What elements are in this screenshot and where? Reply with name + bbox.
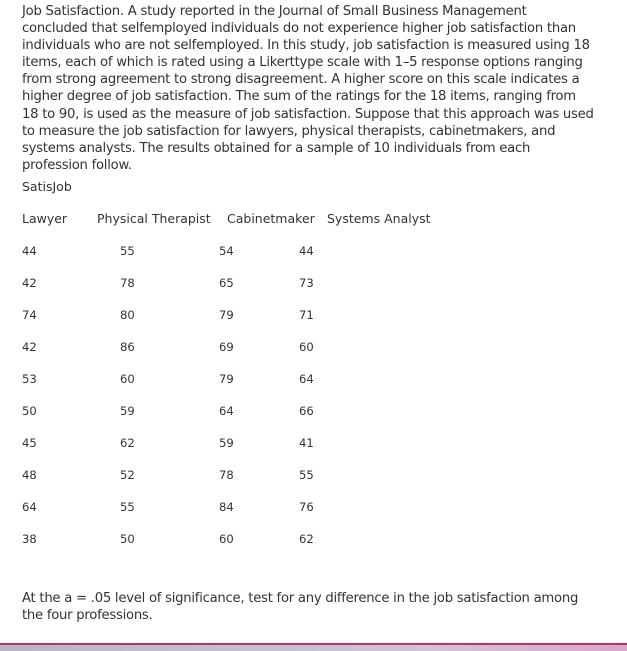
cell-cabinetmaker: 84: [219, 500, 234, 514]
cell-systems-analyst: 62: [299, 532, 314, 546]
bottom-divider: [0, 643, 627, 651]
cell-systems-analyst: 55: [299, 468, 314, 482]
cell-lawyer: 50: [22, 404, 37, 418]
cell-cabinetmaker: 59: [219, 436, 234, 450]
col-header-physical-therapist: Physical Therapist: [97, 211, 211, 226]
cell-physical-therapist: 78: [120, 276, 135, 290]
cell-cabinetmaker: 60: [219, 532, 234, 546]
cell-physical-therapist: 52: [120, 468, 135, 482]
cell-lawyer: 45: [22, 436, 37, 450]
cell-cabinetmaker: 79: [219, 308, 234, 322]
cell-physical-therapist: 50: [120, 532, 135, 546]
cell-systems-analyst: 71: [299, 308, 314, 322]
cell-systems-analyst: 44: [299, 244, 314, 258]
cell-systems-analyst: 41: [299, 436, 314, 450]
cell-cabinetmaker: 64: [219, 404, 234, 418]
cell-systems-analyst: 64: [299, 372, 314, 386]
cell-physical-therapist: 80: [120, 308, 135, 322]
cell-lawyer: 38: [22, 532, 37, 546]
cell-lawyer: 44: [22, 244, 37, 258]
cell-cabinetmaker: 79: [219, 372, 234, 386]
col-header-lawyer: Lawyer: [22, 211, 68, 226]
cell-physical-therapist: 62: [120, 436, 135, 450]
cell-cabinetmaker: 54: [219, 244, 234, 258]
cell-lawyer: 74: [22, 308, 37, 322]
col-header-cabinetmaker: Cabinetmaker: [227, 211, 315, 226]
dataset-name: SatisJob: [22, 179, 72, 194]
cell-cabinetmaker: 78: [219, 468, 234, 482]
cell-systems-analyst: 66: [299, 404, 314, 418]
cell-lawyer: 53: [22, 372, 37, 386]
cell-lawyer: 42: [22, 276, 37, 290]
cell-systems-analyst: 73: [299, 276, 314, 290]
problem-question: At the a = .05 level of significance, test for any difference in the job satisfaction among the four professions.: [22, 591, 579, 624]
cell-lawyer: 64: [22, 500, 37, 514]
cell-lawyer: 42: [22, 340, 37, 354]
cell-systems-analyst: 76: [299, 500, 314, 514]
cell-physical-therapist: 55: [120, 500, 135, 514]
cell-physical-therapist: 59: [120, 404, 135, 418]
col-header-systems-analyst: Systems Analyst: [327, 211, 431, 226]
cell-physical-therapist: 60: [120, 372, 135, 386]
cell-systems-analyst: 60: [299, 340, 314, 354]
cell-cabinetmaker: 69: [219, 340, 234, 354]
cell-cabinetmaker: 65: [219, 276, 234, 290]
cell-lawyer: 48: [22, 468, 37, 482]
cell-physical-therapist: 55: [120, 244, 135, 258]
cell-physical-therapist: 86: [120, 340, 135, 354]
problem-intro: Job Satisfaction. A study reported in the Journal of Small Business Management concluded that selfemployed individuals do not experience higher job satisfaction than individuals who are not selfemployed. In this study, job satisfaction is measured using 18 items, each of which is rated using a Likerttype scale with 1–5 response options ranging from strong agreement to strong disagreement. A higher score on this scale indicates a higher degree of job satisfaction. The sum of the ratings for the 18 items, ranging from 18 to 90, is used as the measure of job satisfaction. Suppose that this approach was used to measure the job satisfaction for lawyers, physical therapists, cabinetmakers, and systems analysts. The results obtained for a sample of 10 individuals from each profession follow.: [22, 4, 594, 173]
